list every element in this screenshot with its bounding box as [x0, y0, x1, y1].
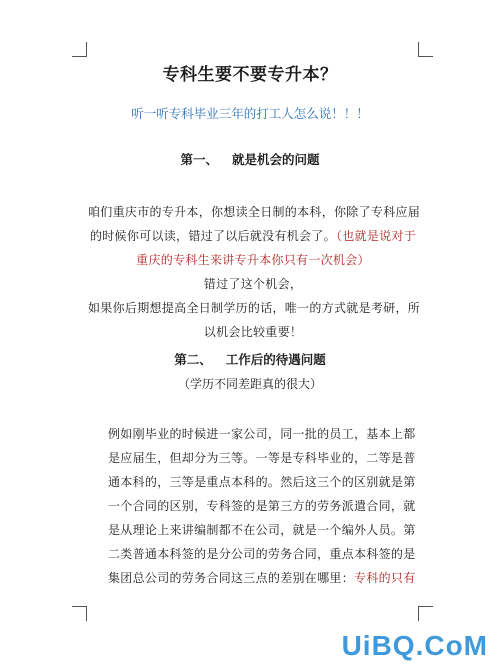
highlight-line: 重庆的专科生来讲专升本你只有一次机会）	[136, 253, 370, 267]
site-watermark: UiBQ.CoM	[341, 630, 488, 661]
section1-heading	[0, 150, 500, 168]
section2-number: 第二、	[174, 352, 212, 367]
text-span: 集团总公司的劳务合同这三点的差别在哪里：	[108, 571, 355, 585]
paragraph-line: 例如刚毕业的时候进一家公司，同一批的员工，基本上都	[108, 427, 416, 441]
paragraph-line: 是从理论上来讲编制都不在公司，就是一个编外人员。第	[108, 523, 416, 537]
paragraph-line: 以机会比较重要！	[203, 325, 303, 339]
paragraph-line: 咱们重庆市的专升本，你想读全日制的本科，你除了专科应届	[88, 205, 421, 219]
highlight-text: （也就是说对于	[335, 229, 417, 243]
text-span: 的时候你可以读，错过了以后就没有机会了。	[89, 229, 336, 243]
paragraph-line: 如果你后期想提高全日制学历的话，唯一的方式就是考研，所	[88, 301, 421, 315]
paragraph-line: 一个合同的区别，专科签的是第三方的劳务派遣合同，就	[108, 499, 416, 513]
section2-title: 工作后的待遇问题	[225, 352, 326, 367]
crop-mark-top-left	[72, 42, 87, 57]
paragraph-line: 通本科的，三等是重点本科的。然后这三个的区别就是第	[108, 475, 416, 489]
crop-mark-bottom-left	[72, 606, 87, 621]
paragraph-line: 错过了这个机会，	[203, 277, 303, 291]
crop-mark-bottom-right	[418, 606, 433, 621]
section2-paragraph	[108, 422, 428, 590]
section1-number: 第一、	[180, 152, 218, 167]
section2-heading	[0, 350, 500, 368]
section2-subheading: （学历不同差距真的很大）	[177, 377, 322, 391]
paragraph-line: 二类普通本科签的是分公司的劳务合同，重点本科签的是	[108, 547, 416, 561]
highlight-text: 专科的只有	[354, 571, 416, 585]
page-title: 专科生要不要专升本？	[162, 65, 338, 85]
paragraph-line	[88, 224, 418, 248]
crop-mark-top-right	[418, 42, 433, 57]
section1-title: 就是机会的问题	[232, 152, 320, 167]
paragraph-line	[108, 566, 428, 590]
paragraph-line: 是应届生，但却分为三等。一等是专科毕业的，二等是普	[108, 451, 416, 465]
section1-paragraph	[88, 200, 421, 344]
page-subtitle: 听一听专科毕业三年的打工人怎么说！！！	[131, 106, 369, 121]
